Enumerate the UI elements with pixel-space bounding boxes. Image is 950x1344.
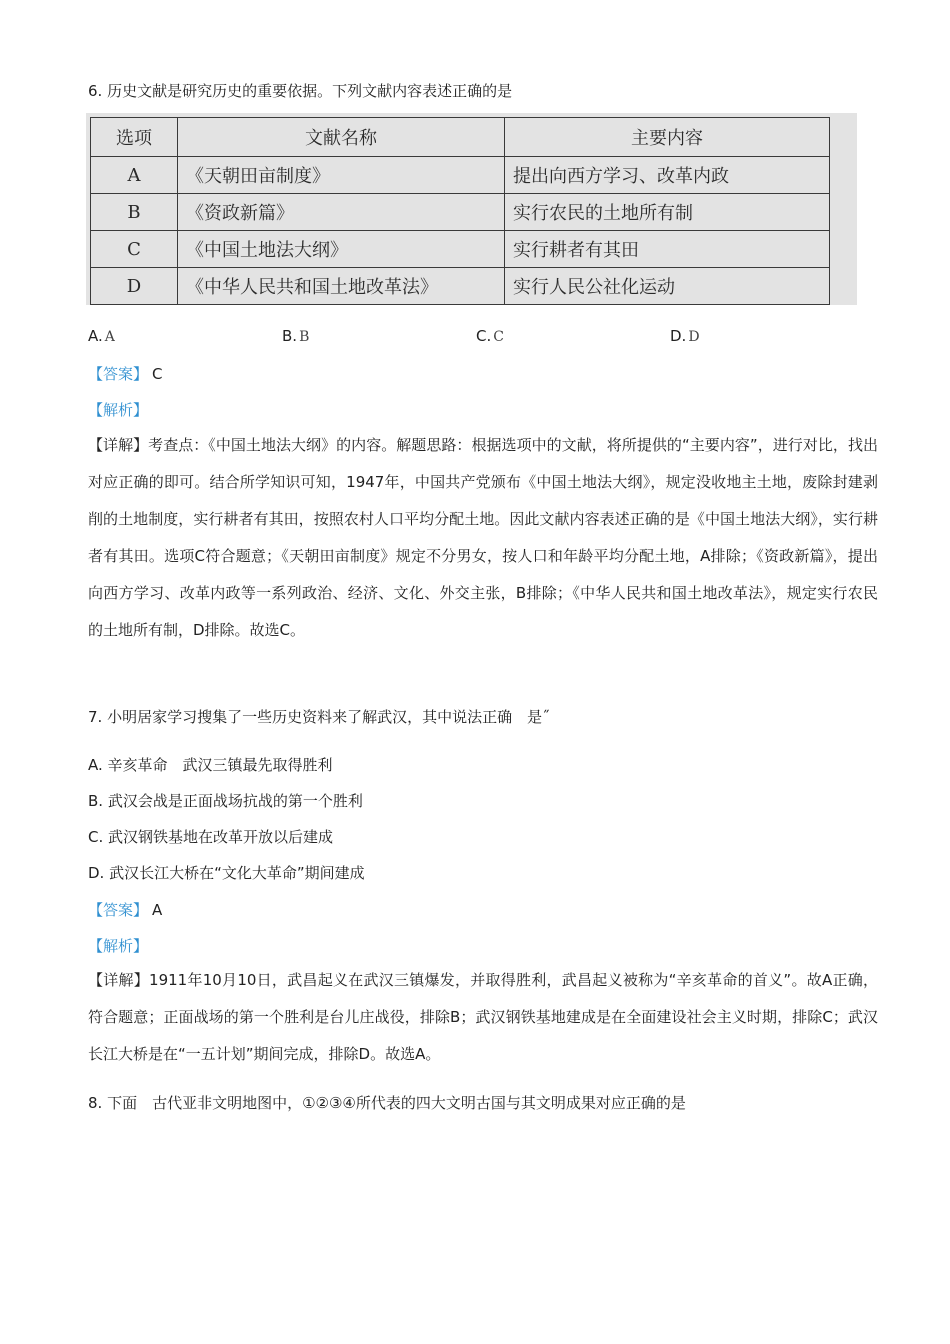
q7-detail	[88, 962, 878, 1073]
option-b	[282, 327, 309, 345]
analysis-tag: 【解析】	[88, 937, 149, 955]
analysis-tag: 【解析】	[88, 401, 149, 419]
q7-option-b: B. 武汉会战是正面战场抗战的第一个胜利	[88, 792, 363, 810]
answer-tag: 【答案】	[88, 365, 149, 383]
table-header: 主要内容	[505, 118, 830, 157]
table-row	[91, 194, 830, 231]
answer-value: A	[152, 901, 163, 919]
q7-analysis-tag	[88, 936, 148, 956]
q7-option-c: C. 武汉钢铁基地在改革开放以后建成	[88, 828, 334, 846]
q6-table-image	[86, 113, 857, 305]
table-cell: 实行人民公社化运动	[505, 268, 830, 305]
table-row	[91, 268, 830, 305]
table-cell: B	[91, 194, 178, 231]
option-d	[670, 327, 700, 345]
answer-value: C	[152, 365, 163, 383]
q7-stem: 7. 小明居家学习搜集了一些历史资料来了解武汉，其中说法正确 是˝	[88, 708, 550, 726]
detail-tag: 【详解】	[88, 971, 150, 989]
table-cell: 提出向西方学习、改革内政	[505, 157, 830, 194]
detail-tag: 【详解】	[88, 436, 149, 454]
q6-answer	[88, 364, 163, 384]
option-value: B	[299, 329, 310, 345]
option-value: C	[493, 329, 504, 345]
table-cell: C	[91, 231, 178, 268]
option-value: A	[104, 329, 115, 345]
option-label: C.	[476, 327, 492, 345]
q6-table	[90, 117, 830, 305]
option-a	[88, 327, 115, 345]
q6-detail	[88, 427, 878, 649]
option-label: D.	[670, 327, 687, 345]
table-header: 选项	[91, 118, 178, 157]
detail-text: 考查点：《中国土地法大纲》的内容。解题思路：根据选项中的文献，将所提供的“主要内容”，进行对比，找出对应正确的即可。结合所学知识可知，1947年，中国共产党颁布《中国土地法大纲》，规定没收地主土地，废除封建剥削的土地制度，实行耕者有其田，按照农村人口平均分配土地。因此文献内容表述正确的是《中国土地法大纲》，实行耕者有其田。选项C符合题意；《天朝田亩制度》规定不分男女，按人口和年龄平均分配土地，A排除；《资政新篇》，提出向西方学习、改革内政等一系列政治、经济、文化、外交主张，B排除；《中华人民共和国土地改革法》，规定实行农民的土地所有制，D排除。故选C。	[88, 436, 878, 639]
table-cell: 实行农民的土地所有制	[505, 194, 830, 231]
table-cell: 《中华人民共和国土地改革法》	[178, 268, 505, 305]
answer-tag: 【答案】	[88, 901, 149, 919]
detail-text: 1911年10月10日，武昌起义在武汉三镇爆发，并取得胜利，武昌起义被称为“辛亥革命的首义”。故A正确，符合题意；正面战场的第一个胜利是台儿庄战役，排除B；武汉钢铁基地建成是在全面建设社会主义时期，排除C；武汉长江大桥是在“一五计划”期间完成，排除D。故选A。	[88, 971, 878, 1063]
q7-option-d: D. 武汉长江大桥在“文化大革命”期间建成	[88, 864, 365, 882]
table-cell: A	[91, 157, 178, 194]
q6-stem: 6. 历史文献是研究历史的重要依据。下列文献内容表述正确的是	[88, 82, 513, 100]
table-cell: 《资政新篇》	[178, 194, 505, 231]
option-label: B.	[282, 327, 298, 345]
option-value: D	[688, 329, 700, 345]
q8-stem: 8. 下面 古代亚非文明地图中，①②③④所代表的四大文明古国与其文明成果对应正确的是	[88, 1094, 686, 1112]
q7-option-a: A. 辛亥革命 武汉三镇最先取得胜利	[88, 756, 333, 774]
table-header: 文献名称	[178, 118, 505, 157]
table-cell: 《天朝田亩制度》	[178, 157, 505, 194]
table-row	[91, 157, 830, 194]
option-label: A.	[88, 327, 103, 345]
option-c	[476, 327, 504, 345]
q6-analysis-tag	[88, 400, 148, 420]
table-header-row	[91, 118, 830, 157]
q7-answer	[88, 900, 162, 920]
table-cell: 实行耕者有其田	[505, 231, 830, 268]
table-row	[91, 231, 830, 268]
table-cell: D	[91, 268, 178, 305]
table-cell: 《中国土地法大纲》	[178, 231, 505, 268]
